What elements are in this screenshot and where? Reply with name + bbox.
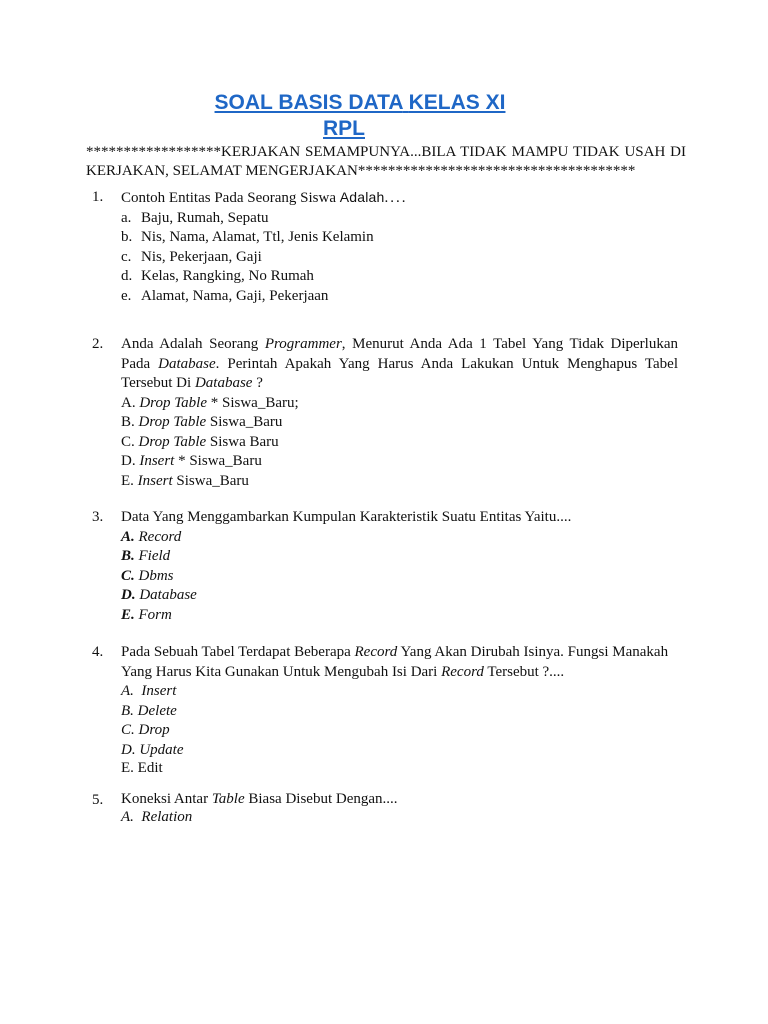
title-part-subject: SOAL BASIS DATA: [214, 91, 403, 114]
question-text: [121, 791, 678, 808]
option-list: [121, 394, 678, 492]
question-text-part: . Perintah Apakah Yang Harus Anda Lakukan Untuk Menghapus Tabel Tersebut Di: [121, 355, 678, 391]
question-text-part: Tersebut ?....: [483, 663, 565, 680]
option-text: Drop: [138, 722, 170, 738]
document-title-line1: [0, 90, 744, 116]
option-text: Siswa Baru: [206, 433, 279, 450]
option-letter: A.: [121, 809, 134, 825]
option-item: [121, 528, 678, 548]
option-text: Dbms: [138, 567, 174, 584]
option-text: Form: [138, 606, 172, 623]
question-text: [121, 188, 678, 209]
option-letter: C.: [121, 567, 135, 584]
question-text-part: , Menurut Anda Ada 1 Tabel Yang Tidak Diperlukan Pada: [121, 336, 678, 372]
option-item: [121, 394, 678, 414]
option-list: [121, 808, 678, 828]
option-text: Baju, Rumah, Sepatu: [141, 209, 269, 226]
option-text: Nis, Nama, Alamat, Ttl, Jenis Kelamin: [141, 229, 374, 245]
option-list: [121, 209, 678, 307]
option-letter: D.: [121, 587, 136, 603]
option-letter: e.: [121, 287, 132, 304]
question-text-part: Yang Akan Dirubah Isinya. Fungsi Manakah Yang Harus Kita Gunakan Untuk Mengubah Isi Dari: [121, 644, 669, 680]
question-text-part: ?: [252, 375, 263, 391]
question-1: [86, 188, 678, 306]
question-text: [121, 335, 678, 394]
option-letter: E.: [121, 606, 135, 623]
option-text: Record: [138, 528, 182, 545]
option-letter: d.: [121, 268, 133, 284]
option-text: Drop Table: [139, 394, 207, 411]
question-text: Data Yang Menggambarkan Kumpulan Karakteristik Suatu Entitas Yaitu....: [121, 509, 572, 525]
question-text-part: Database: [194, 375, 253, 391]
question-text-part: Anda Adalah Seorang: [121, 336, 265, 352]
option-letter: b.: [121, 229, 133, 245]
question-text-part: Koneksi Antar: [121, 791, 212, 807]
question-text-part: ....: [384, 190, 408, 206]
option-text: Field: [138, 548, 171, 564]
question-number: 3.: [92, 509, 104, 525]
option-item: E. Edit: [121, 760, 163, 776]
instructions-text: ******************KERJAKAN SEMAMPUNYA...BILA TIDAK MAMPU TIDAK USAH DI KERJAKAN, SELAMAT MENGERJAKAN*************************************: [86, 144, 686, 179]
option-text: * Siswa_Baru: [174, 453, 262, 469]
option-letter: B.: [121, 702, 134, 719]
option-letter: E.: [121, 472, 134, 489]
option-list: [121, 682, 678, 777]
question-5: [86, 791, 678, 828]
option-letter: C.: [121, 433, 135, 450]
option-text: Siswa_Baru: [206, 414, 283, 430]
option-item: [121, 452, 678, 472]
option-item: [121, 433, 678, 453]
option-item: [121, 248, 678, 268]
question-3: [86, 508, 678, 625]
title-part-class: KELAS XI: [408, 91, 506, 114]
option-letter: D.: [121, 453, 136, 469]
question-number: 4.: [92, 644, 104, 660]
option-text: Alamat, Nama, Gaji, Pekerjaan: [141, 287, 329, 304]
question-text-part: Table: [211, 791, 245, 807]
option-text: Relation: [141, 809, 193, 825]
option-letter: a.: [121, 209, 132, 226]
option-text: Nis, Pekerjaan, Gaji: [141, 248, 262, 265]
question-text-part: Database: [158, 355, 216, 372]
option-text: Database: [139, 587, 197, 603]
option-item: [121, 721, 678, 741]
question-4: [86, 643, 678, 777]
option-item: [121, 267, 678, 287]
option-letter: C.: [121, 722, 135, 738]
option-item: [121, 567, 678, 587]
question-text-part: Adalah: [339, 189, 385, 205]
option-text: Update: [139, 741, 184, 758]
option-text: * Siswa_Baru;: [207, 394, 299, 411]
question-text-part: Record: [441, 663, 484, 680]
option-text: Delete: [137, 702, 177, 719]
option-letter: A.: [121, 683, 134, 699]
option-list: [121, 528, 678, 626]
option-item: [121, 606, 678, 626]
option-letter: B.: [121, 414, 135, 430]
option-item: [121, 586, 678, 606]
question-text-part: Contoh Entitas Pada Seorang Siswa: [121, 190, 340, 206]
option-text: Drop Table: [138, 414, 207, 430]
option-item: [121, 741, 678, 761]
option-letter: c.: [121, 248, 132, 265]
option-text: Insert: [139, 453, 175, 469]
option-item: [121, 547, 678, 567]
question-text-part: Biasa Disebut Dengan....: [244, 791, 398, 807]
question-text: [121, 643, 678, 682]
option-item: [121, 209, 678, 229]
document-title-line2: RPL: [323, 117, 365, 140]
option-letter: D.: [121, 741, 136, 758]
option-item: [121, 702, 678, 722]
question-text-part: Record: [354, 644, 398, 660]
question-number: 2.: [92, 336, 104, 352]
option-item: [121, 228, 678, 248]
option-letter: B.: [121, 548, 135, 564]
option-letter: A.: [121, 394, 136, 411]
option-text: Siswa_Baru: [172, 472, 249, 489]
option-letter: A.: [121, 528, 135, 545]
question-text-part: Pada Sebuah Tabel Terdapat Beberapa: [121, 644, 355, 660]
option-item: [121, 472, 678, 492]
option-item: [121, 413, 678, 433]
option-item: [121, 287, 678, 307]
option-item: [121, 808, 678, 828]
option-text: Insert: [137, 472, 173, 489]
question-text-part: Programmer: [264, 336, 342, 352]
option-text: Drop Table: [138, 433, 207, 450]
option-text: Insert: [141, 683, 177, 699]
option-text: Kelas, Rangking, No Rumah: [141, 268, 314, 284]
option-item: [121, 682, 678, 702]
question-2: [86, 335, 678, 491]
question-number: 1.: [92, 189, 104, 205]
question-number: 5.: [92, 792, 104, 808]
